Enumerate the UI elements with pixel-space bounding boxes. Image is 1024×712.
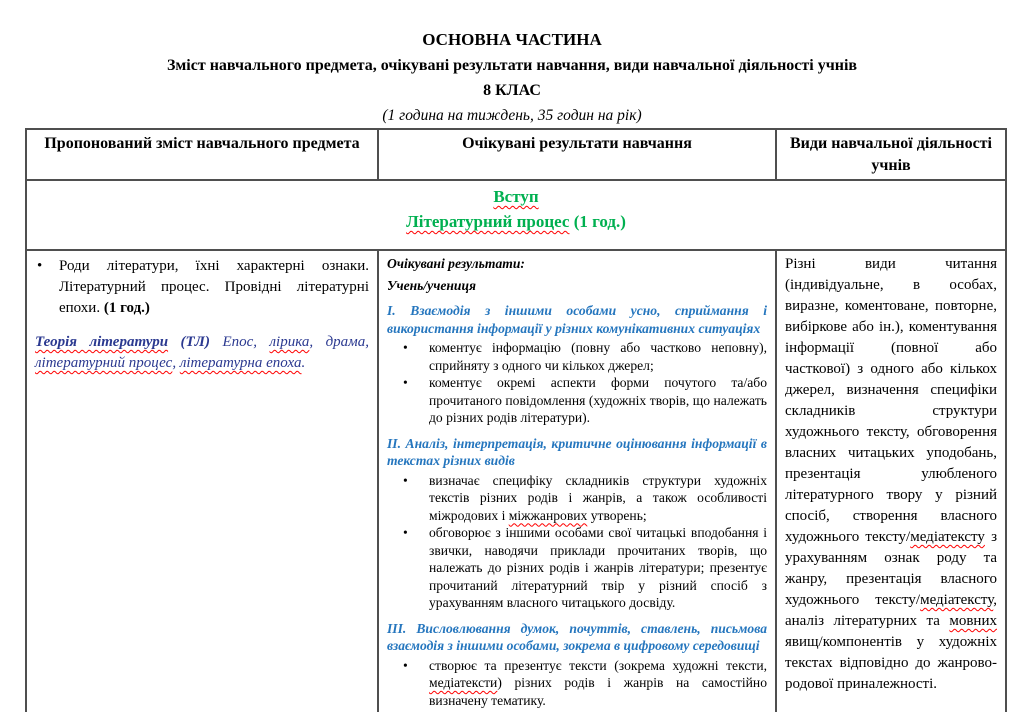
spell-error-word: Літературний процес [406, 212, 570, 232]
theory-of-literature-note [35, 332, 369, 374]
list-item: • обговорює з іншими особами свої читацькі вподобання і звички, наводячи приклади прочитаних творів, що належать до різних родів і жанрів літератури; презентує прочитаний літературний твір у різний спосіб з урахуванням власного читацького досвіду. [429, 524, 767, 612]
spell-error-word: медіатексту [920, 592, 994, 609]
section-heading-row [26, 180, 1006, 250]
section-title [35, 184, 997, 209]
result-text: утворень; [587, 507, 647, 523]
student-label: Учень/учениця [387, 277, 477, 293]
title-main: ОСНОВНА ЧАСТИНА [422, 30, 602, 49]
results-bullet-list [387, 339, 767, 427]
activities-text: явищ/компонентів у художніх текстах відповідно до жанрово-родової приналежності. [785, 634, 997, 693]
curriculum-table [25, 128, 1007, 712]
title-subtitle: Зміст навчального предмета, очікувані результати навчання, види навчальної діяльності учнів [166, 57, 858, 74]
activities-text: з урахуванням ознак роду та жанру, презентація власного художнього тексту/ [785, 529, 997, 609]
list-item: • коментує інформацію (повну або частково неповну), сприйняту з одного чи кількох джерел; [429, 339, 767, 374]
title-grade: 8 КЛАС [483, 82, 541, 99]
activities-text: , аналіз літературних та [785, 592, 997, 630]
spell-error-word: Теорія літератури [35, 334, 169, 351]
spell-error-word: мовних [949, 613, 997, 630]
table-header-row [26, 129, 1006, 180]
tl-terms: , драма, [309, 334, 369, 351]
title-hours-note: (1 година на тиждень, 35 годин на рік) [382, 107, 642, 124]
topic-hours: (1 год.) [103, 300, 150, 317]
competence-heading-2: II. Аналіз, інтерпретація, критичне оцінювання інформації в текстах різних видів [387, 435, 767, 469]
spell-error-word: літературний процес [35, 355, 173, 372]
section-heading-cell [26, 180, 1006, 250]
content-column-cell [26, 250, 378, 712]
activities-column-cell [776, 250, 1006, 712]
column-header-content: Пропонований зміст навчального предмета [26, 129, 378, 180]
result-text: визначає специфіку складників структури художніх текстів різних родів і жанрів, а також особливості міжродових і [429, 472, 767, 523]
activities-paragraph [785, 254, 997, 695]
list-item [429, 657, 767, 710]
column-header-activities: Види навчальної діяльності учнів [776, 129, 1006, 180]
section-subtitle-hours: (1 год.) [569, 212, 626, 232]
spell-error-word: медіатексту [910, 529, 985, 546]
spell-error-word: міжжанрових [508, 507, 588, 523]
spell-error-word: лірика [269, 334, 310, 351]
results-heading: Очікувані результати: [387, 256, 525, 272]
content-row [26, 250, 1006, 712]
result-text: створює та презентує тексти (зокрема художні тексти, [429, 657, 767, 673]
activities-text: Різні види читання (індивідуальне, в особах, виразне, коментоване, повторне, вибіркове або ін.), коментування інформації (повної або часткової) з одного або кількох джерел, визначення специфіки складників структури художнього тексту, обговорення власних читацьких уподобань, презентація улюбленого літературного твору у різний спосіб, створення власного художнього тексту/ [785, 256, 997, 546]
topic-text: Роди літератури, їхні характерні ознаки. Літературний процес. Провідні літературні епохи. [59, 258, 369, 317]
results-bullet-list [387, 472, 767, 612]
spell-error-word: медіатексти [429, 675, 498, 691]
results-column-cell [378, 250, 776, 712]
tl-terms: , [172, 355, 180, 372]
list-item [59, 256, 369, 319]
results-bullet-list [387, 657, 767, 710]
competence-heading-3: III. Висловлювання думок, почуттів, ставлень, письмова взаємодія з іншими особами, зокрема в цифровому середовищі [387, 620, 767, 654]
list-item [429, 472, 767, 525]
section-subtitle [35, 209, 997, 234]
content-bullet-list [35, 256, 369, 319]
column-header-results: Очікувані результати навчання [378, 129, 776, 180]
list-item: • коментує окремі аспекти форми почутого та/або прочитаного повідомлення (художніх творів, що належать до різних родів літератури). [429, 374, 767, 427]
document-title-block [0, 30, 1024, 125]
spell-error-word: літературна епоха [179, 355, 302, 372]
result-text: ) різних родів і жанрів на самостійно визначену тематику. [429, 675, 767, 708]
tl-abbreviation: (ТЛ) [168, 334, 223, 351]
tl-terms: . [301, 355, 306, 372]
tl-terms: Епос, [222, 334, 270, 351]
competence-heading-1: I. Взаємодія з іншими особами усно, сприймання і використання інформації у різних комунікативних ситуаціях [387, 303, 767, 336]
spell-error-word: Вступ [493, 187, 539, 207]
